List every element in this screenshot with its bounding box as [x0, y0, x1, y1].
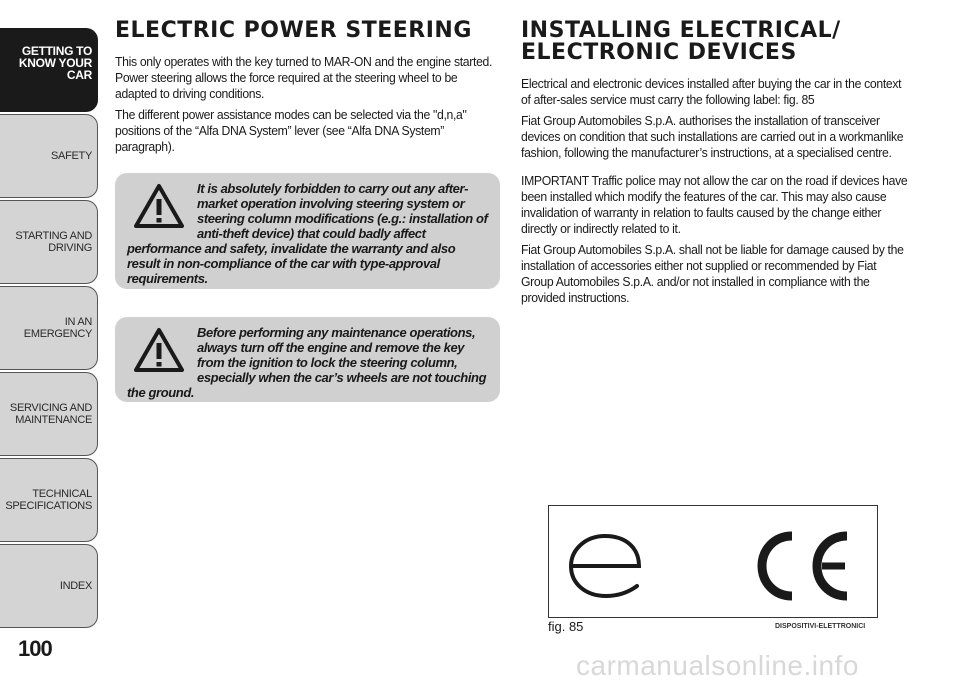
paragraph: Fiat Group Automobiles S.p.A. shall not be liable for damage caused by the installation of accessories either not supplied or recommended by Fiat Group Automobiles S.p.A. and/or not installed in compliance with the provided instructions.: [521, 242, 904, 305]
page-number: 100: [18, 636, 52, 661]
paragraph: Fiat Group Automobiles S.p.A. authorises the installation of transceiver devices on condition that such installations are carried out in a workmanlike fashion, following the manufacturer’s instructions, at a specialised centre.: [521, 113, 904, 160]
tab-label: INDEX: [59, 580, 92, 592]
warning-text: Before performing any maintenance operations, always turn off the engine and remove the key from the ignition to lock the steering column, especially when the car’s wheels are not touching the ground.: [127, 325, 487, 400]
paragraph: This only operates with the key turned to MAR-ON and the engine started. Power steering allows the force required at the steering wheel to be adapted to driving conditions.: [115, 54, 493, 101]
watermark: carmanualsonline.info: [576, 650, 859, 681]
figure-label: fig. 85: [548, 619, 584, 634]
right-column: [521, 20, 911, 311]
tab-label: IN AN EMERGENCY: [23, 316, 92, 340]
tab-label: SAFETY: [51, 150, 92, 162]
ce-mark-icon: [762, 536, 847, 596]
section-title-electrical-devices: INSTALLING ELECTRICAL/ ELECTRONIC DEVICES: [521, 18, 841, 65]
tab-label: STARTING AND DRIVING: [15, 230, 92, 254]
warning-triangle-icon: [133, 183, 185, 229]
tab-label: GETTING TO KNOW YOUR CAR: [18, 44, 92, 82]
figure-85: [548, 505, 878, 618]
figure-code: DISPOSITIVI-ELETTRONICI: [775, 623, 866, 630]
tab-index[interactable]: [0, 544, 98, 628]
section-title-power-steering: ELECTRIC POWER STEERING: [115, 18, 472, 43]
figure-marks: [549, 506, 877, 617]
warning-triangle-icon: [133, 327, 185, 373]
e-mark-icon: [571, 536, 639, 596]
tab-label: TECHNICAL SPECIFICATIONS: [5, 488, 92, 512]
warning-box: [115, 173, 500, 289]
tab-servicing-and-maintenance[interactable]: [0, 372, 98, 456]
paragraph: Electrical and electronic devices installed after buying the car in the context of after-sales service must carry the following label: fig. 85: [521, 76, 902, 107]
tab-in-an-emergency[interactable]: [0, 286, 98, 370]
tab-starting-and-driving[interactable]: [0, 200, 98, 284]
tab-label: SERVICING AND MAINTENANCE: [9, 402, 92, 426]
warning-box: [115, 317, 500, 402]
paragraph-important: IMPORTANT Traffic police may not allow the car on the road if devices have been installed which modify the features of the car. This may also cause invalidation of warranty in relation to faults caused by the change either directly or indirectly related to it.: [521, 173, 908, 236]
left-column: [115, 20, 500, 402]
tab-getting-to-know-your-car[interactable]: [0, 28, 98, 112]
tab-safety[interactable]: [0, 114, 98, 198]
warning-text: It is absolutely forbidden to carry out any after-market operation involving steering system or steering column modifications (e.g.: installation of anti-theft device) that could badly affect performance and safety, invalidate the warranty and also result in non-compliance of the car with type-approval requirements.: [127, 181, 488, 286]
paragraph: The different power assistance modes can be selected via the "d,n,a" positions of the “Alfa DNA System” lever (see “Alfa DNA System” paragraph).: [115, 107, 467, 154]
tab-technical-specifications[interactable]: [0, 458, 98, 542]
